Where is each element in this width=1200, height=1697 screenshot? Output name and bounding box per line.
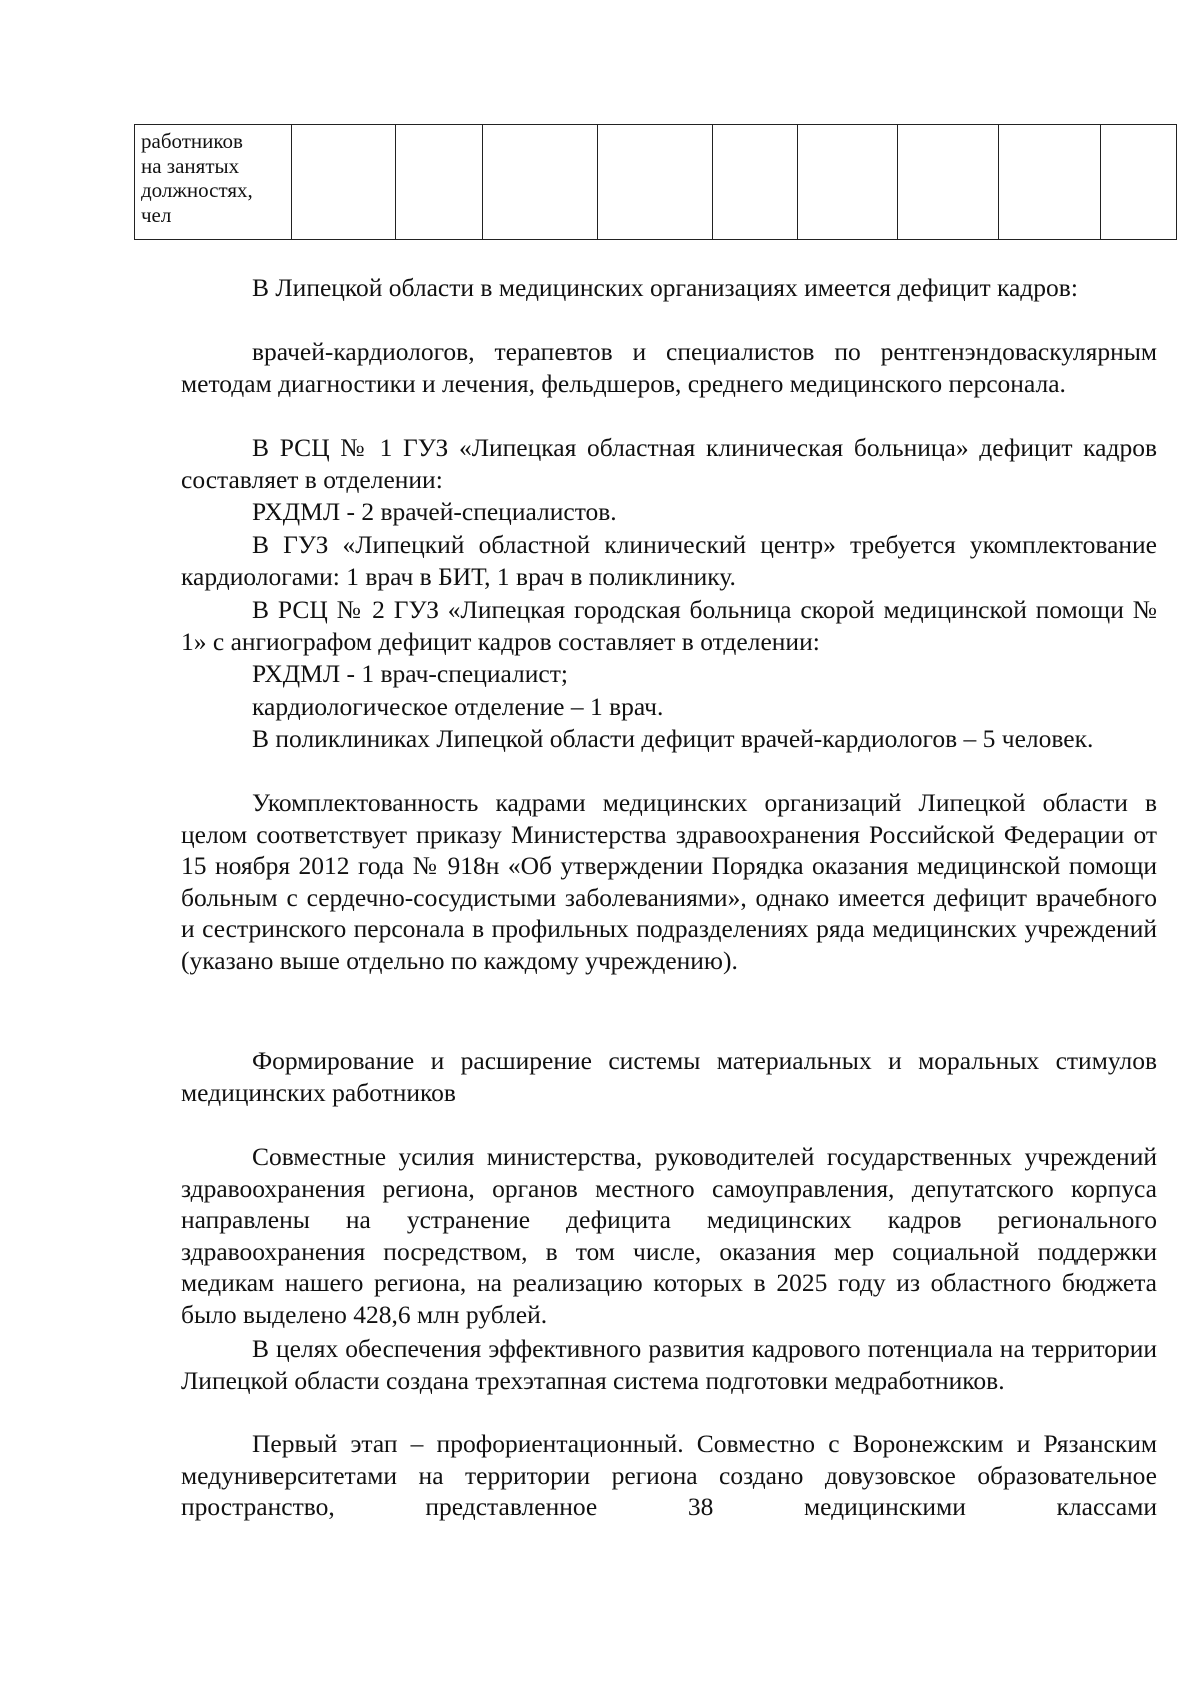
table-cell-line: работников bbox=[141, 129, 243, 153]
paragraph-cardio-center: В ГУЗ «Липецкий областной клинический центр» требуется укомплектование кардиологами: 1 врач в БИТ, 1 врач в поликлинику. bbox=[181, 530, 1157, 591]
table-cell bbox=[798, 125, 898, 240]
paragraph-staffing-compliance: Укомплектованность кадрами медицинских организаций Липецкой области в целом соответствует приказу Министерства здравоохранения Российской Федерации от 15 ноября 2012 года № 918н «Об утверждении Порядка оказания медицинской помощи больным с сердечно-сосудистыми заболеваниями», однако имеется дефицит врачебного и сестринского персонала в профильных подразделениях ряда медицинских учреждений (указано выше отдельно по каждому учреждению). bbox=[181, 788, 1157, 975]
paragraph-rsc2-cardiology: кардиологическое отделение – 1 врач. bbox=[252, 692, 664, 721]
table-row bbox=[135, 125, 1177, 240]
paragraph-deficit-intro: В Липецкой области в медицинских организациях имеется дефицит кадров: bbox=[252, 273, 1078, 302]
table-row-label-cell bbox=[135, 125, 292, 240]
paragraph-deficit-specialties: врачей-кардиологов, терапевтов и специалистов по рентгенэндоваскулярным методам диагностики и лечения, фельдшеров, среднего медицинского персонала. bbox=[181, 337, 1157, 398]
staffing-table-fragment bbox=[134, 124, 1177, 240]
paragraph-rsc2: В РСЦ № 2 ГУЗ «Липецкая городская больница скорой медицинской помощи № 1» с ангиографом дефицит кадров составляет в отделении: bbox=[181, 595, 1157, 656]
table-cell bbox=[898, 125, 999, 240]
table-cell bbox=[1101, 125, 1177, 240]
paragraph-polyclinics: В поликлиниках Липецкой области дефицит врачей-кардиологов – 5 человек. bbox=[252, 724, 1094, 753]
table-cell bbox=[483, 125, 598, 240]
table-cell bbox=[292, 125, 396, 240]
paragraph-rsc2-rhdml: РХДМЛ - 1 врач-специалист; bbox=[252, 659, 568, 688]
table-cell-line: чел bbox=[141, 202, 172, 227]
table-cell-line: на занятых bbox=[141, 153, 240, 178]
paragraph-rsc1-rhdml: РХДМЛ - 2 врачей-специалистов. bbox=[252, 497, 617, 526]
paragraph-rsc1: В РСЦ № 1 ГУЗ «Липецкая областная клиническая больница» дефицит кадров составляет в отделении: bbox=[181, 433, 1157, 494]
table-cell-line: должностях, bbox=[141, 178, 253, 202]
table-cell bbox=[999, 125, 1101, 240]
paragraph-joint-efforts: Совместные усилия министерства, руководителей государственных учреждений здравоохранения региона, органов местного самоуправления, депутатского корпуса направлены на устранение дефицита медицинских кадров регионального здравоохранения посредством, в том числе, оказания мер социальной поддержки медикам нашего региона, на реализацию которых в 2025 году из областного бюджета было выделено 428,6 млн рублей. bbox=[181, 1142, 1157, 1329]
table-cell bbox=[713, 125, 798, 240]
section-heading-incentives: Формирование и расширение системы материальных и моральных стимулов медицинских работников bbox=[181, 1046, 1157, 1107]
paragraph-first-stage: Первый этап – профориентационный. Совместно с Воронежским и Рязанским медуниверситетами на территории региона создано довузовское образовательное пространство, представленное 38 медицинскими классами bbox=[181, 1429, 1157, 1521]
table-cell bbox=[598, 125, 713, 240]
paragraph-training-system: В целях обеспечения эффективного развития кадрового потенциала на территории Липецкой области создана трехэтапная система подготовки медработников. bbox=[181, 1334, 1157, 1395]
table-cell bbox=[396, 125, 483, 240]
